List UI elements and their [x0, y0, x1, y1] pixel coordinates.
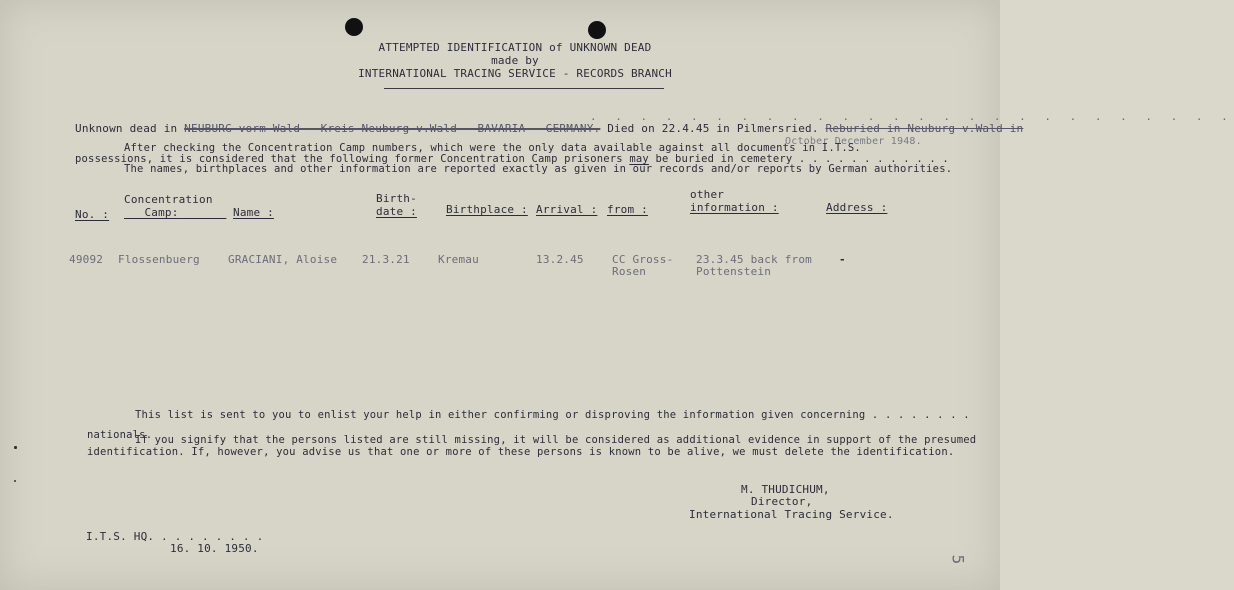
col-header-other-1: other	[690, 188, 725, 201]
possessions-prefix: possessions, it is considered that the following former Concentration Camp prisoners	[75, 153, 623, 165]
signature-title: Director,	[751, 495, 813, 508]
col-header-camp-1: Concentration	[124, 193, 213, 206]
col-header-other-2: information :	[690, 201, 779, 214]
footer-date: 16. 10. 1950.	[170, 542, 259, 555]
struck-place: NEUBURG vorm Wald - Kreis Neuburg v.Wald - BAVARIA - GERMANY.	[184, 122, 601, 135]
names-line: The names, birthplaces and other information are reported exactly as given in our records and/or reports by German authorities.	[124, 163, 953, 175]
unknown-dead-line	[75, 122, 1023, 135]
row-other-2: Pottenstein	[696, 265, 772, 278]
signature-name: M. THUDICHUM,	[741, 483, 830, 496]
dotted-line: . . . . . . . . . . . . . . . . . . . . . . . . . .	[590, 110, 1234, 123]
paper-speck	[14, 480, 16, 482]
punch-hole-right	[588, 21, 606, 39]
col-header-arrival: Arrival :	[536, 203, 598, 216]
closing-line-4: identification. If, however, you advise us that one or more of these persons is known to be alive, we must delete the identification.	[87, 446, 955, 458]
col-header-no: No. :	[75, 208, 110, 221]
row-camp: Flossenbuerg	[118, 253, 200, 266]
row-from-1: CC Gross-	[612, 253, 674, 266]
col-header-birthdate-2: date :	[376, 205, 417, 218]
unknown-dead-prefix: Unknown dead in	[75, 122, 178, 135]
header-organization: INTERNATIONAL TRACING SERVICE - RECORDS BRANCH	[358, 67, 672, 80]
closing-line-2: nationals.	[87, 429, 153, 441]
col-header-address: Address :	[826, 201, 888, 214]
row-address: -	[839, 253, 846, 266]
row-birthdate: 21.3.21	[362, 253, 410, 266]
closing-line-3: If you signify that the persons listed are still missing, it will be considered as additional evidence in support of the presumed	[135, 434, 977, 446]
corner-page-mark: 5	[948, 554, 968, 565]
row-arrival: 13.2.45	[536, 253, 584, 266]
row-other-1: 23.3.45 back from	[696, 253, 812, 266]
may-underlined: may	[629, 153, 649, 165]
signature-org: International Tracing Service.	[689, 508, 894, 521]
row-from-2: Rosen	[612, 265, 647, 278]
col-header-birthdate-1: Birth-	[376, 192, 417, 205]
header-rule	[384, 88, 664, 89]
after-checking-line: After checking the Concentration Camp numbers, which were the only data available against all documents in I.T.S.	[124, 142, 861, 154]
possessions-suffix: be buried in cemetery . . . . . . . . . . . .	[655, 153, 949, 165]
header-title: ATTEMPTED IDENTIFICATION of UNKNOWN DEAD	[378, 41, 652, 54]
reburied: Reburied in Neuburg v.Wald in	[825, 122, 1024, 135]
punch-hole-left	[345, 18, 363, 36]
col-header-camp-2: Camp:	[144, 206, 179, 219]
paper-speck	[14, 446, 17, 449]
its-hq: I.T.S. HQ. . . . . . . . .	[86, 530, 264, 543]
header-made-by: made by	[491, 54, 539, 67]
closing-line-1: This list is sent to you to enlist your help in either confirming or disproving the information given concerning . . . . . . . .	[135, 409, 970, 421]
row-birthplace: Kremau	[438, 253, 479, 266]
col-header-from: from :	[607, 203, 648, 216]
row-name: GRACIANI, Aloise	[228, 253, 338, 266]
overtyped-date: October December 1948.	[785, 136, 922, 147]
row-no: 49092	[69, 253, 104, 266]
died-on: Died on 22.4.45 in Pilmersried.	[607, 122, 819, 135]
col-header-name: Name :	[233, 206, 274, 219]
col-header-birthplace: Birthplace :	[446, 203, 528, 216]
